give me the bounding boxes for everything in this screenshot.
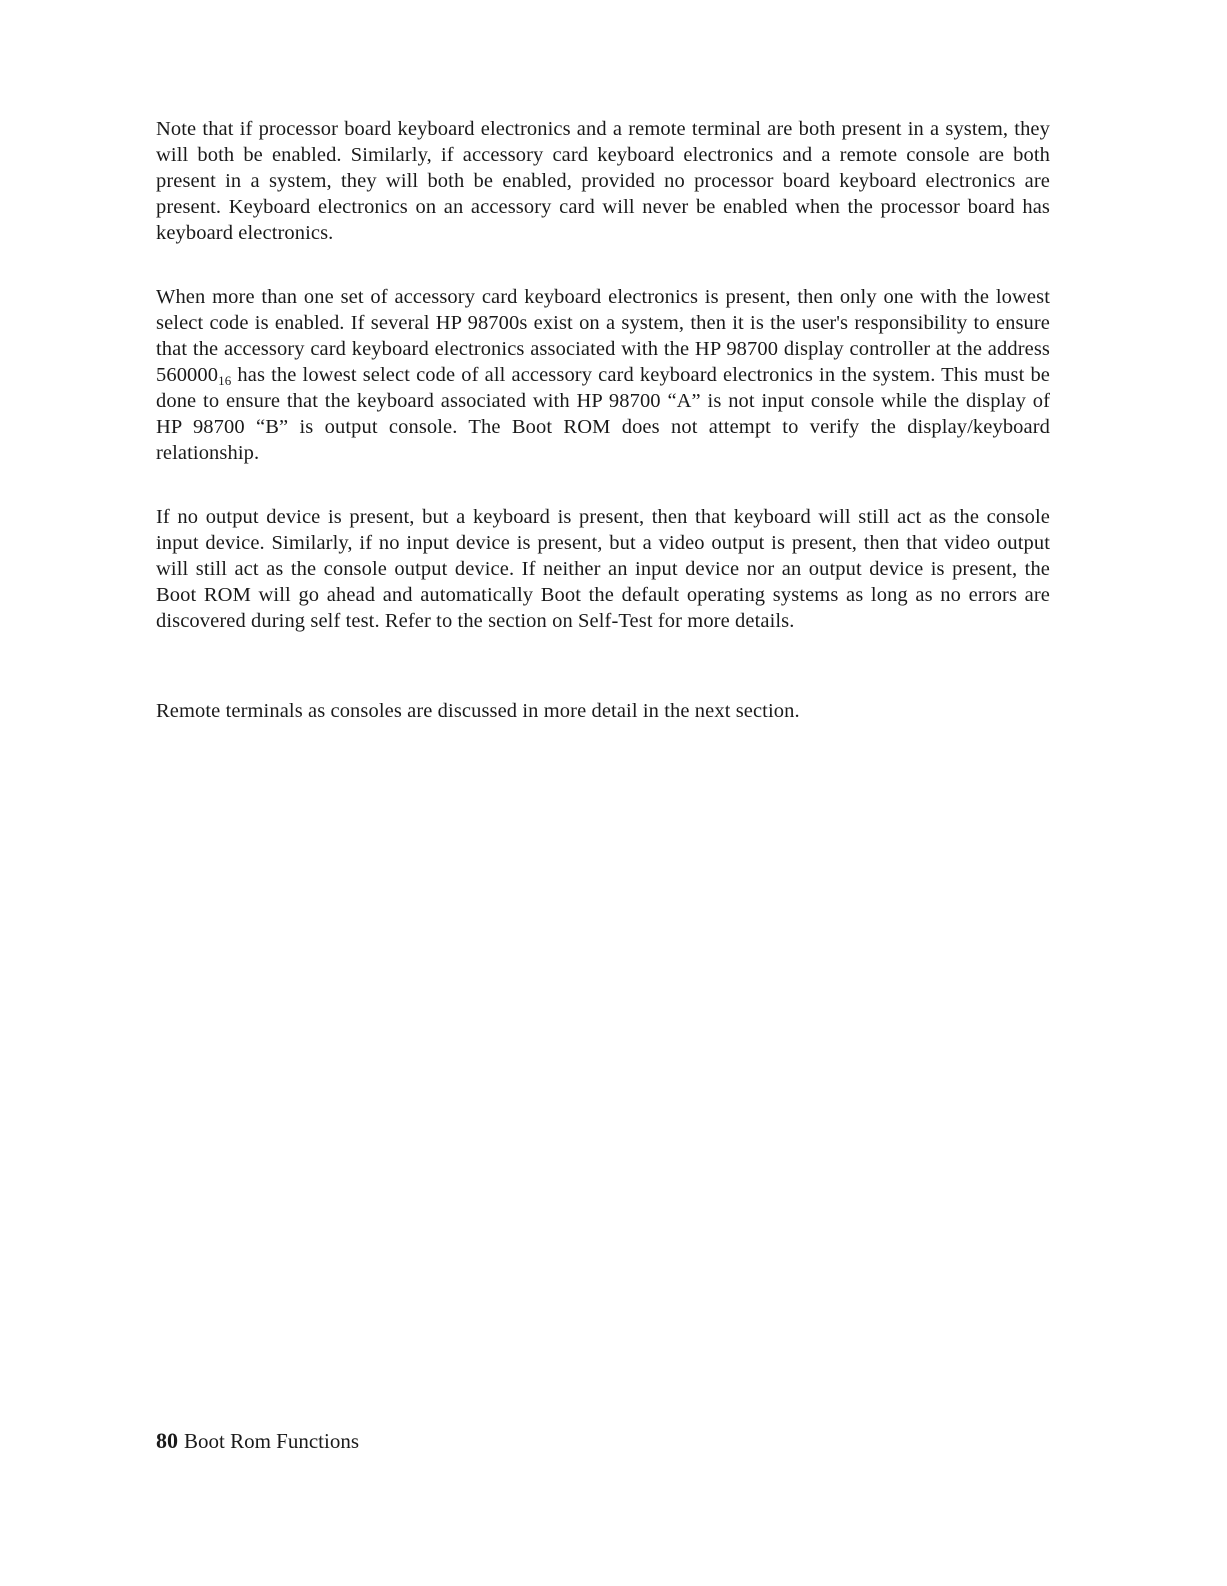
page-number: 80 (156, 1428, 178, 1453)
footer-section-title: Boot Rom Functions (184, 1429, 360, 1453)
address-base-subscript: 16 (218, 373, 232, 388)
address-value: 560000 (156, 364, 219, 386)
paragraph-keyboard-enable-rules: Note that if processor board keyboard electronics and a remote terminal are both present in a system, they will both be enabled. Similarly, if accessory card keyboard electronics and a remote console are both present in a system, they will both be enabled, provided no processor board keyboard electronics are present. Keyboard electronics on an accessory card will never be enabled when the processor board has keyboard electronics. (156, 118, 1050, 244)
page-footer (156, 1428, 359, 1454)
display-controller-address (156, 364, 231, 386)
paragraph-missing-devices: If no output device is present, but a keyboard is present, then that keyboard will still act as the console input device. Similarly, if no input device is present, but a video output is present, then that video output will still act as the console output device. If neither an input device nor an output device is present, the Boot ROM will go ahead and automatically Boot the default operating systems as long as no errors are discovered during self test. Refer to the section on Self-Test for more details. (156, 506, 1050, 632)
paragraph-select-code-rules (156, 284, 1050, 466)
paragraph-select-code-text-start: When more than one set of accessory card keyboard electronics is present, then only one with the lowest select code is enabled. If several HP 98700s exist on a system, then it is the user's responsibility to ensure that the accessory card keyboard electronics associated with the HP 98700 display controller at the address (156, 286, 1050, 360)
paragraph-remote-terminals: Remote terminals as consoles are discussed in more detail in the next section. (156, 700, 800, 722)
paragraph-select-code-text-end: has the lowest select code of all accessory card keyboard electronics in the system. This must be done to ensure that the keyboard associated with HP 98700 “A” is not input console while the display of HP 98700 “B” is output console. The Boot ROM does not attempt to verify the display/keyboard relationship. (156, 364, 1050, 464)
